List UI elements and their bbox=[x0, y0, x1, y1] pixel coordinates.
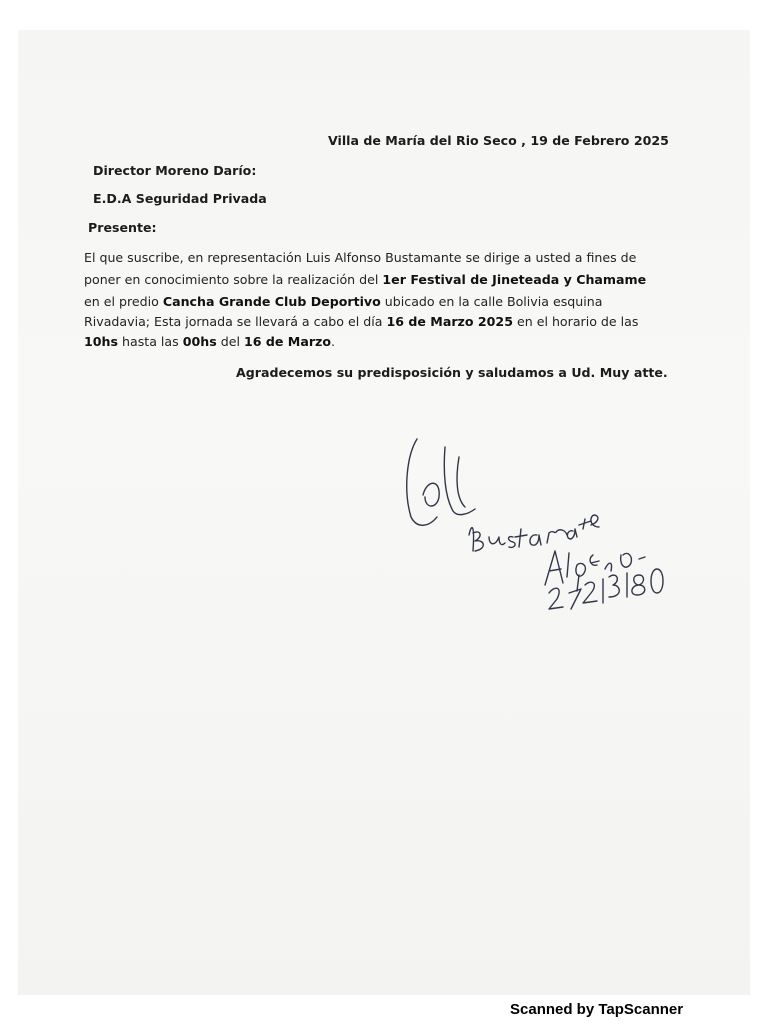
recipient-org: E.D.A Seguridad Privada bbox=[93, 191, 267, 206]
body-line bbox=[84, 334, 335, 349]
greeting: Presente: bbox=[88, 220, 157, 235]
body-text: en el predio bbox=[84, 294, 163, 309]
start-time: 10hs bbox=[84, 334, 118, 349]
handwritten-signature bbox=[395, 425, 695, 615]
body-line bbox=[84, 272, 646, 287]
place-date: Villa de María del Rio Seco , 19 de Febrero 2025 bbox=[328, 133, 669, 148]
closing: Agradecemos su predisposición y saludamos a Ud. Muy atte. bbox=[236, 365, 668, 380]
end-time: 00hs bbox=[182, 334, 217, 349]
event-name: 1er Festival de Jineteada y Chamame bbox=[382, 272, 647, 287]
recipient-name: Director Moreno Darío: bbox=[93, 163, 257, 178]
body-text: ubicado en la calle Bolivia esquina bbox=[380, 294, 603, 309]
body-line bbox=[84, 250, 636, 265]
body-text: Rivadavia; Esta jornada se llevará a cabo el día bbox=[84, 314, 387, 329]
body-text: hasta las bbox=[118, 334, 183, 349]
body-text: . bbox=[331, 334, 336, 349]
body-text: poner en conocimiento sobre la realización del bbox=[84, 272, 383, 287]
venue-name: Cancha Grande Club Deportivo bbox=[162, 294, 381, 309]
body-text: en el horario de las bbox=[512, 314, 639, 329]
body-text: El que suscribe, en representación Luis Alfonso Bustamante se dirige a usted a fines de bbox=[84, 250, 637, 265]
end-date: 16 de Marzo bbox=[243, 334, 332, 349]
body-line bbox=[84, 294, 602, 309]
event-date: 16 de Marzo 2025 bbox=[386, 314, 513, 329]
scanner-watermark: Scanned by TapScanner bbox=[510, 1001, 684, 1018]
body-text: del bbox=[216, 334, 244, 349]
body-line bbox=[84, 314, 638, 329]
